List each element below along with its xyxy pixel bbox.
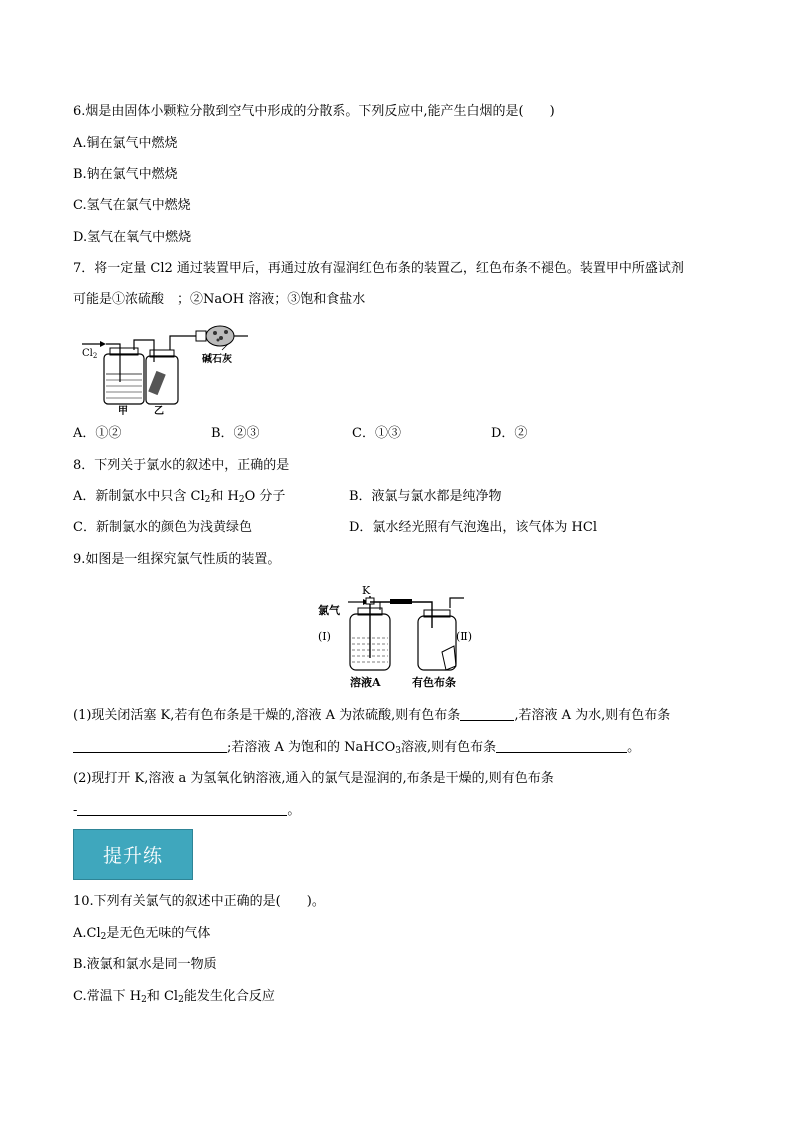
q6-option-c: C.氢气在氯气中燃烧: [73, 198, 191, 213]
q7-bottle2-label: 乙: [154, 406, 164, 417]
q7-stem-line1: 7．将一定量 Cl2 通过装置甲后，再通过放有湿润红色布条的装置乙，红色布条不褪色。装置甲中所盛试剂: [73, 261, 684, 276]
q7-bottle1-label: 甲: [118, 406, 128, 417]
q9-tag-right: (Ⅱ): [456, 630, 473, 643]
q9-blank-3[interactable]: [496, 738, 627, 753]
q7-option-d: D．②: [491, 426, 528, 441]
q9-part2-line1: (2)现打开 K,溶液 a 为氢氧化钠溶液,通入的氯气是湿润的,布条是干燥的,则有色布条: [73, 771, 554, 786]
q6-option-a: A.铜在氯气中燃烧: [73, 136, 178, 151]
q6-option-b: B.钠在氯气中燃烧: [73, 167, 178, 182]
q7-option-b: B．②③: [211, 426, 260, 441]
q9-cloth-label: 有色布条: [412, 676, 456, 689]
q6-option-d: D.氢气在氧气中燃烧: [73, 230, 192, 245]
q7-option-a: A．①②: [73, 426, 122, 441]
q9-part1-line1: (1)现关闭活塞 K,若有色布条是干燥的,溶液 A 为浓硫酸,则有色布条 ,若溶液 A 为水,则有色布条: [73, 708, 671, 723]
q10-option-b: B.液氯和氯水是同一物质: [73, 957, 217, 972]
q9-gas-label: 氯气: [318, 604, 340, 617]
q9-part2-line2: - 。: [73, 803, 301, 818]
q10-stem: 10.下列有关氯气的叙述中正确的是( )。: [73, 894, 325, 909]
q9-solution-label: 溶液A: [350, 676, 381, 689]
q7-soda-lime-label: 碱石灰: [202, 354, 232, 365]
q7-apparatus-figure: [78, 322, 268, 417]
q9-apparatus-figure: [314, 580, 484, 690]
q7-option-c: C．①③: [352, 426, 401, 441]
q9-valve-label: K: [362, 584, 371, 597]
q10-option-c: C.常温下 $H_2$和 $Cl_2$能发生化合反应: [73, 989, 275, 1005]
q9-stem: 9.如图是一组探究氯气性质的装置。: [73, 552, 281, 567]
q7-stem-line2: 可能是①浓硫酸 ；②NaOH 溶液；③饱和食盐水: [73, 292, 366, 307]
q8-option-b: B．液氯与氯水都是纯净物: [349, 489, 502, 504]
q8-option-c: C．新制氯水的颜色为浅黄绿色: [73, 520, 252, 535]
q8-stem: 8．下列关于氯水的叙述中，正确的是: [73, 458, 290, 473]
q9-blank-1[interactable]: [460, 706, 514, 721]
q8-option-a: A．新制氯水中只含 $Cl_2$和 $H_2O$ 分子: [73, 489, 286, 505]
q10-option-a: $A.Cl_2$是无色无味的气体: [73, 926, 211, 942]
q8-option-d: D．氯水经光照有气泡逸出，该气体为 HCl: [349, 520, 597, 535]
q7-gas-label: $Cl_2$: [82, 348, 98, 360]
q9-blank-4[interactable]: [77, 801, 287, 816]
q6-stem: 6.烟是由固体小颗粒分散到空气中形成的分散系。下列反应中,能产生白烟的是( ): [73, 104, 555, 119]
q9-part1-line2: ;若溶液 A 为饱和的 NaHCO$_3$溶液,则有色布条 。: [73, 738, 640, 758]
q9-blank-2[interactable]: [73, 738, 227, 753]
q9-tag-left: (Ⅰ): [318, 630, 331, 643]
section-badge-advanced-practice: 提升练: [73, 829, 193, 880]
